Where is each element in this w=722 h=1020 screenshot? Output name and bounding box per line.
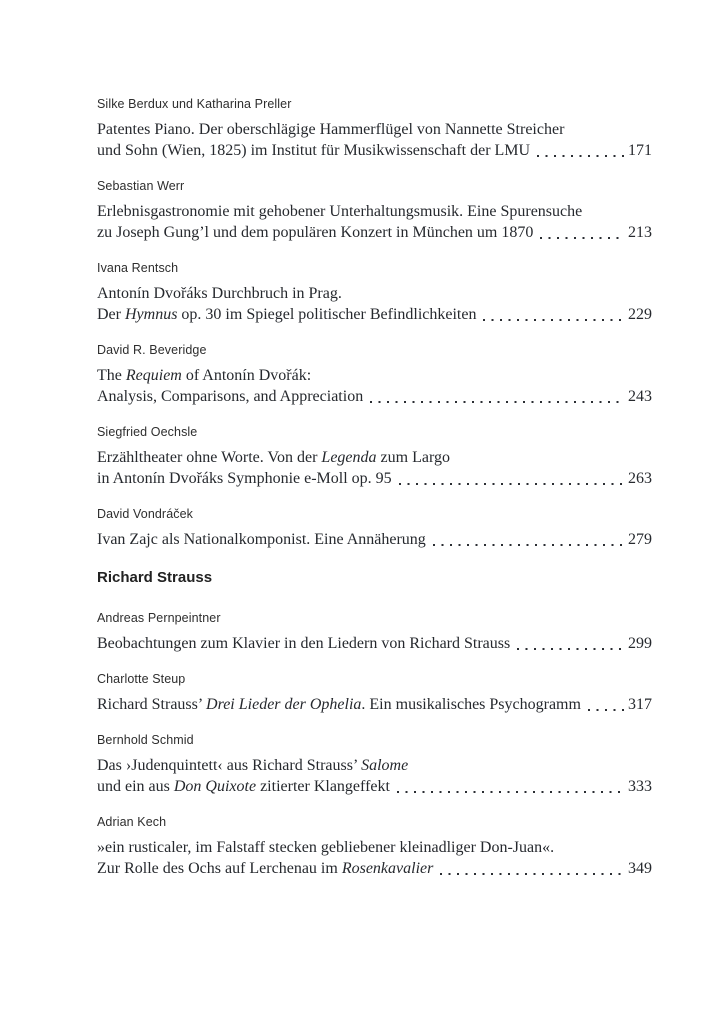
title-segment: Rosenkavalier xyxy=(341,860,434,877)
author-name: Charlotte Steup xyxy=(97,672,186,686)
toc-entry xyxy=(97,672,652,715)
entry-title xyxy=(97,755,652,797)
dot-leader xyxy=(399,468,625,489)
title-segment: Legenda xyxy=(321,449,377,466)
author-name: David R. Beveridge xyxy=(97,343,207,357)
dot-leader xyxy=(517,633,625,654)
title-line xyxy=(97,755,652,776)
title-segment: in Antonín Dvořáks Symphonie e-Moll op. 95 xyxy=(97,470,392,487)
toc-entry xyxy=(97,507,652,550)
title-line xyxy=(97,119,652,140)
title-text xyxy=(97,449,450,466)
title-segment: Der xyxy=(97,306,125,323)
entry-title xyxy=(97,837,652,879)
page-number: 317 xyxy=(628,696,652,713)
title-line xyxy=(97,222,652,243)
entry-title xyxy=(97,201,652,243)
author-name: David Vondráček xyxy=(97,507,194,521)
section-heading: Richard Strauss xyxy=(97,569,213,586)
toc-entry xyxy=(97,179,652,243)
author-name: Siegfried Oechsle xyxy=(97,425,198,439)
toc-entry xyxy=(97,611,652,654)
title-line xyxy=(97,694,652,715)
dot-leader xyxy=(540,222,625,243)
title-segment: Analysis, Comparisons, and Appreciation xyxy=(97,388,364,405)
title-text xyxy=(97,367,311,384)
title-segment: und ein aus xyxy=(97,778,174,795)
title-line xyxy=(97,776,652,797)
toc-entry xyxy=(97,97,652,161)
dot-leader xyxy=(588,694,625,715)
title-segment: Beobachtungen zum Klavier in den Liedern von Richard Strauss xyxy=(97,635,511,652)
entry-title xyxy=(97,365,652,407)
title-segment: of Antonín Dvořák: xyxy=(181,367,312,384)
title-text xyxy=(97,529,426,550)
title-text xyxy=(97,468,392,489)
title-text xyxy=(97,839,554,856)
title-segment: Salome xyxy=(361,757,409,774)
title-line xyxy=(97,386,652,407)
dot-leader xyxy=(433,529,625,550)
entry-title xyxy=(97,694,652,715)
title-text xyxy=(97,285,342,302)
author-name: Bernhold Schmid xyxy=(97,733,194,747)
title-line xyxy=(97,529,652,550)
title-segment: Richard Strauss’ xyxy=(97,696,207,713)
title-line xyxy=(97,858,652,879)
title-segment: Erzähltheater ohne Worte. Von der xyxy=(97,449,322,466)
title-segment: »ein rusticaler, im Falstaff stecken gebliebener kleinadliger Don-Juan«. xyxy=(97,839,555,856)
page-number: 213 xyxy=(628,224,652,241)
entry-title xyxy=(97,119,652,161)
entry-title xyxy=(97,633,652,654)
title-text xyxy=(97,858,433,879)
title-segment: Patentes Piano. Der oberschlägige Hammerflügel von Nannette Streicher xyxy=(97,121,565,138)
title-segment: . Ein musikalisches Psychogramm xyxy=(361,696,581,713)
dot-leader xyxy=(483,304,625,325)
title-line xyxy=(97,633,652,654)
title-segment: Das ›Judenquintett‹ aus Richard Strauss’ xyxy=(97,757,362,774)
title-line xyxy=(97,468,652,489)
entry-title xyxy=(97,529,652,550)
title-segment: Requiem xyxy=(125,367,182,384)
entry-title xyxy=(97,283,652,325)
author-name: Sebastian Werr xyxy=(97,179,185,193)
toc-entry xyxy=(97,733,652,797)
dot-leader xyxy=(370,386,625,407)
title-segment: Don Quixote xyxy=(173,778,257,795)
title-line xyxy=(97,283,652,304)
title-segment: op. 30 im Spiegel politischer Befindlichkeiten xyxy=(177,306,477,323)
page-number: 263 xyxy=(628,470,652,487)
author-name: Adrian Kech xyxy=(97,815,167,829)
page-number: 171 xyxy=(628,142,652,159)
title-segment: Zur Rolle des Ochs auf Lerchenau im xyxy=(97,860,342,877)
title-segment: und Sohn (Wien, 1825) im Institut für Musikwissenschaft der LMU xyxy=(97,142,531,159)
title-line xyxy=(97,304,652,325)
author-name: Ivana Rentsch xyxy=(97,261,179,275)
toc-entry xyxy=(97,815,652,879)
page-number: 243 xyxy=(628,388,652,405)
dot-leader xyxy=(440,858,625,879)
page-number: 229 xyxy=(628,306,652,323)
toc-entry xyxy=(97,261,652,325)
title-line xyxy=(97,837,652,858)
toc-entry xyxy=(97,343,652,407)
title-segment: Ivan Zajc als Nationalkomponist. Eine Annäherung xyxy=(97,531,426,548)
title-text xyxy=(97,203,582,220)
author-name: Andreas Pernpeintner xyxy=(97,611,221,625)
title-segment: Antonín Dvořáks Durchbruch in Prag. xyxy=(97,285,342,302)
toc-entry xyxy=(97,425,652,489)
title-line xyxy=(97,201,652,222)
title-text xyxy=(97,121,564,138)
page-number: 349 xyxy=(628,860,652,877)
title-segment: Erlebnisgastronomie mit gehobener Unterhaltungsmusik. Eine Spurensuche xyxy=(97,203,583,220)
title-text xyxy=(97,304,476,325)
author-name: Silke Berdux und Katharina Preller xyxy=(97,97,292,111)
title-text xyxy=(97,140,530,161)
title-text xyxy=(97,694,581,715)
title-text xyxy=(97,757,408,774)
title-text xyxy=(97,386,363,407)
dot-leader xyxy=(537,140,625,161)
title-segment: Drei Lieder der Ophelia xyxy=(206,696,362,713)
page-number: 299 xyxy=(628,635,652,652)
title-segment: The xyxy=(97,367,126,384)
page-number: 279 xyxy=(628,531,652,548)
title-segment: zu Joseph Gung’l und dem populären Konzert in München um 1870 xyxy=(97,224,534,241)
page-number: 333 xyxy=(628,778,652,795)
dot-leader xyxy=(397,776,625,797)
entry-title xyxy=(97,447,652,489)
title-line xyxy=(97,447,652,468)
title-line xyxy=(97,365,652,386)
title-segment: zum Largo xyxy=(376,449,450,466)
title-text xyxy=(97,633,510,654)
title-segment: Hymnus xyxy=(124,306,178,323)
title-text xyxy=(97,222,533,243)
title-line xyxy=(97,140,652,161)
table-of-contents xyxy=(97,97,652,879)
title-text xyxy=(97,776,390,797)
title-segment: zitierter Klangeffekt xyxy=(256,778,390,795)
